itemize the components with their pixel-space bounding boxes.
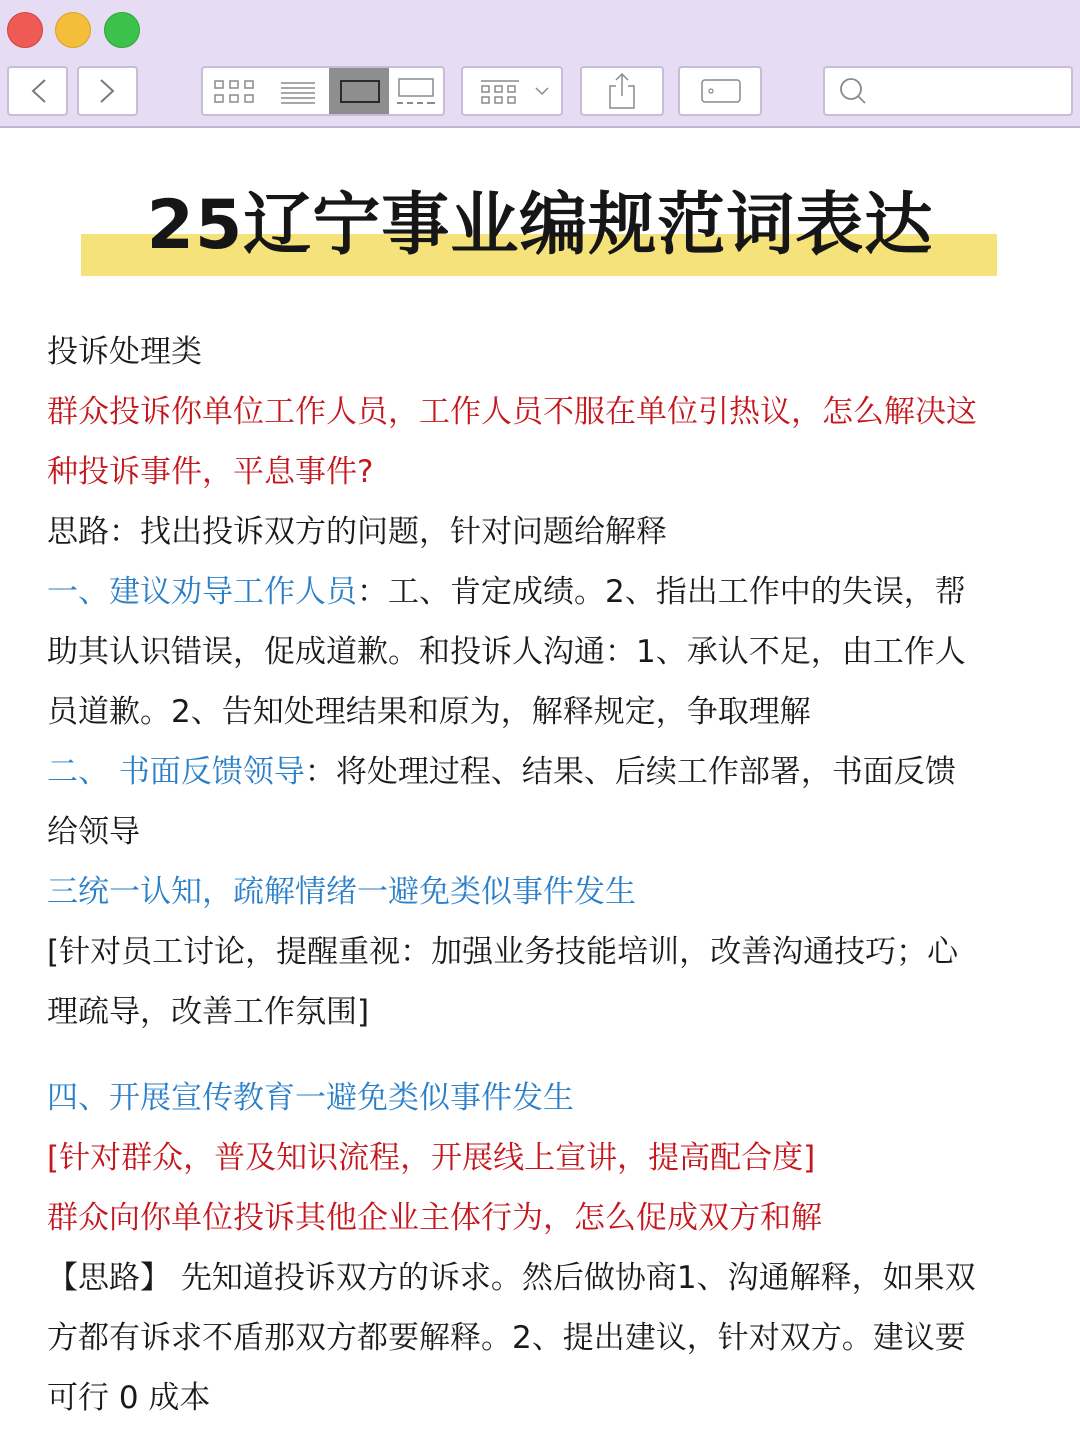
share-button[interactable] xyxy=(580,66,664,116)
point-text: ：工、肯定成绩。2、指出工作中的失误，帮 xyxy=(357,574,966,610)
view-mode-control xyxy=(201,66,445,116)
gallery-icon xyxy=(389,68,443,114)
gallery-view-button[interactable] xyxy=(389,68,443,114)
column-view-button[interactable] xyxy=(329,68,389,114)
text-line: 助其认识错误，促成道歉。和投诉人沟通：1、承认不足，由工作人 xyxy=(47,634,966,670)
group-grid-icon xyxy=(463,68,561,114)
search-icon xyxy=(825,68,885,114)
list-view-button[interactable] xyxy=(267,68,329,114)
forward-button[interactable] xyxy=(77,66,138,116)
question-line: 群众投诉你单位工作人员，工作人员不服在单位引热议，怎么解决这 xyxy=(47,394,977,430)
text-line: [针对群众，普及知识流程，开展线上宣讲，提高配合度] xyxy=(47,1140,816,1176)
text-line: 理疏导，改善工作氛围] xyxy=(47,994,370,1030)
text-line: 给领导 xyxy=(47,814,140,850)
page-title: 25辽宁事业编规范词表达 xyxy=(146,186,934,265)
chevron-down-icon xyxy=(536,88,548,94)
point-heading: 二、 书面反馈领导 xyxy=(47,754,305,790)
text-line: 思路：找出投诉双方的问题，针对问题给解释 xyxy=(47,514,667,550)
point-heading: 一、建议劝导工作人员 xyxy=(47,574,357,610)
minimize-window-button[interactable] xyxy=(55,12,91,48)
search-field[interactable] xyxy=(823,66,1073,116)
window-toolbar xyxy=(0,0,1080,128)
title-block xyxy=(0,178,1080,288)
tag-icon xyxy=(680,68,760,114)
section-heading: 投诉处理类 xyxy=(47,334,202,370)
point-heading: 三统一认知，疏解情绪一避免类似事件发生 xyxy=(47,874,636,910)
chevron-left-icon xyxy=(9,68,66,114)
question-line: 群众向你单位投诉其他企业主体行为，怎么促成双方和解 xyxy=(47,1200,822,1236)
back-button[interactable] xyxy=(7,66,68,116)
close-window-button[interactable] xyxy=(7,12,43,48)
tag-button[interactable] xyxy=(678,66,762,116)
text-line: 方都有诉求不盾那双方都要解释。2、提出建议，针对双方。建议要 xyxy=(47,1320,966,1356)
article-body xyxy=(47,322,1033,1428)
chevron-right-icon xyxy=(79,68,136,114)
share-icon xyxy=(582,68,662,114)
zoom-window-button[interactable] xyxy=(104,12,140,48)
point-text: ：将处理过程、结果、后续工作部署，书面反馈 xyxy=(304,754,956,790)
text-line: 可行 0 成本 xyxy=(47,1380,211,1416)
text-line xyxy=(47,562,1033,622)
text-line: [针对员工讨论，提醒重视：加强业务技能培训，改善沟通技巧；心 xyxy=(47,934,959,970)
columns-icon xyxy=(329,68,389,114)
question-line: 种投诉事件，平息事件? xyxy=(47,454,374,490)
list-icon xyxy=(267,68,329,114)
text-line: 【思路】 先知道投诉双方的诉求。然后做协商1、沟通解释，如果双 xyxy=(47,1260,976,1296)
icon-view-button[interactable] xyxy=(203,68,267,114)
spacer xyxy=(47,1042,1033,1068)
text-line xyxy=(47,742,1033,802)
group-by-menu[interactable] xyxy=(461,66,563,116)
point-heading: 四、开展宣传教育一避免类似事件发生 xyxy=(47,1080,574,1116)
text-line: 员道歉。2、告知处理结果和原为，解释规定，争取理解 xyxy=(47,694,811,730)
grid-icon xyxy=(203,68,267,114)
